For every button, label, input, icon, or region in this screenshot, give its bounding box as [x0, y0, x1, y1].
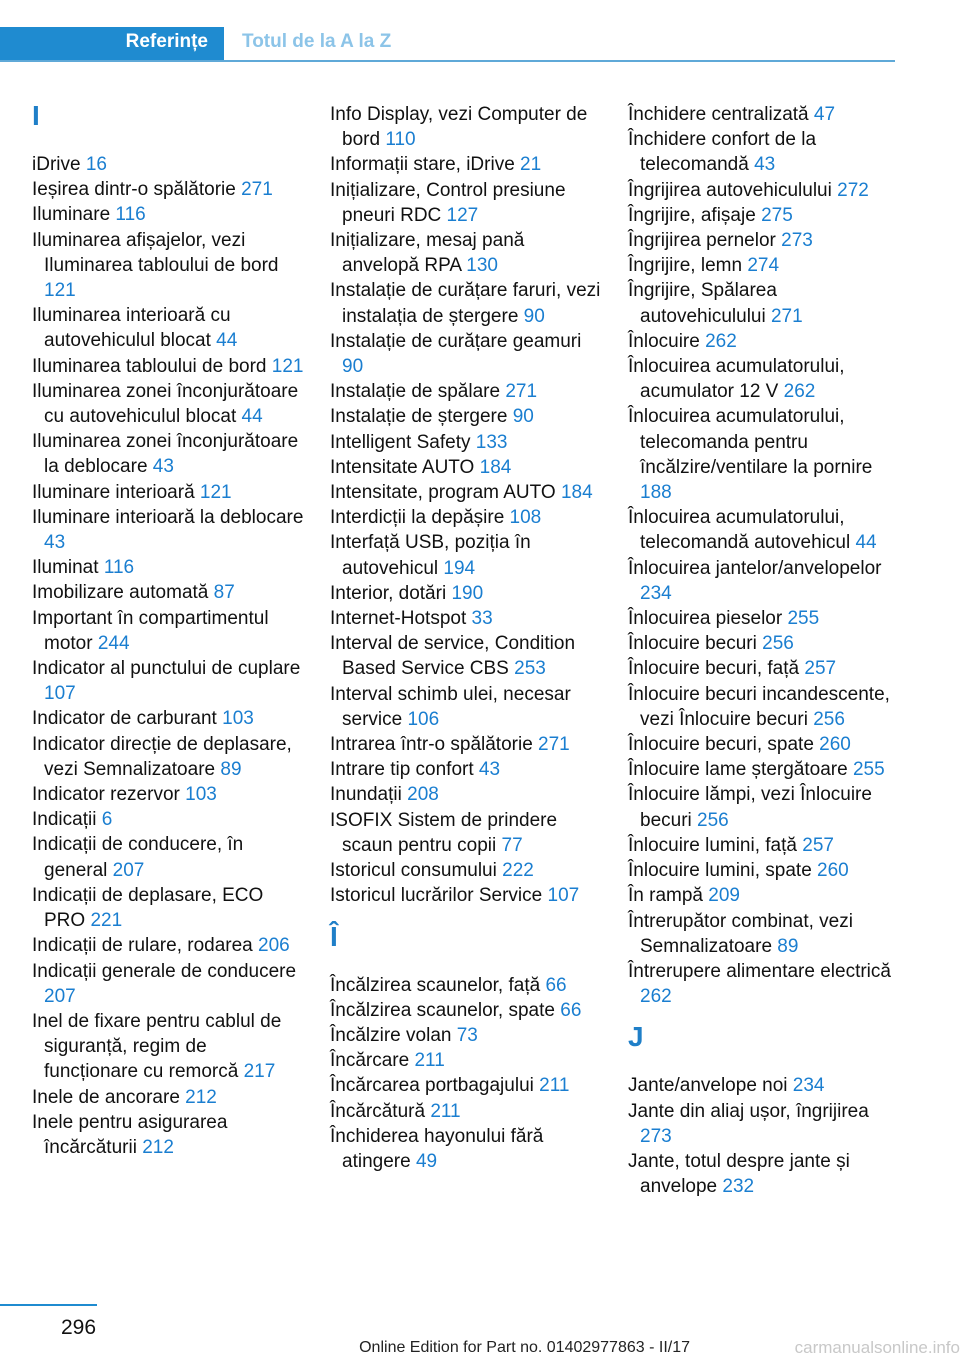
index-entry: [628, 505, 900, 555]
entry-page-link[interactable]: 262: [640, 986, 672, 1008]
entry-term: Înlocuirea pieselor: [628, 608, 788, 630]
entry-page-link[interactable]: 73: [456, 1024, 478, 1046]
tab-a-to-z[interactable]: Totul de la A la Z: [242, 31, 392, 52]
entry-page-link[interactable]: 89: [220, 758, 242, 780]
entry-page-link[interactable]: 90: [512, 406, 534, 428]
index-entry: [330, 1124, 602, 1174]
entry-page-link[interactable]: 107: [44, 683, 76, 705]
entry-term: Înlocuire lumini, față: [628, 834, 803, 856]
entry-term: Îngrijire, lemn: [628, 255, 748, 277]
entry-page-link[interactable]: 43: [478, 759, 501, 781]
index-entry: [628, 732, 900, 757]
entry-page-link[interactable]: 16: [85, 154, 107, 175]
index-entry: [628, 102, 900, 127]
entry-term: Întrerupător combinat, vezi Semnalizatoare: [628, 910, 853, 957]
index-entry: [628, 354, 900, 404]
entry-page-link[interactable]: 232: [722, 1176, 755, 1198]
entry-term: Încălzire volan: [330, 1024, 457, 1046]
index-entry: [628, 127, 900, 177]
index-entry: [32, 933, 304, 958]
entry-page-link[interactable]: 273: [640, 1125, 672, 1147]
entry-term: Intrarea într-o spălătorie: [330, 734, 539, 756]
entry-term: Inele de ancorare: [32, 1086, 186, 1108]
entry-page-link[interactable]: 121: [199, 481, 232, 503]
entry-page-link[interactable]: 234: [792, 1075, 825, 1097]
entry-page-link[interactable]: 130: [466, 255, 498, 277]
entry-term: Înlocuire: [628, 330, 706, 352]
entry-term: Interval schimb ulei, necesar service: [330, 683, 571, 730]
entry-term: Indicator direcție de deplasare, vezi Semnalizatoare: [32, 733, 292, 780]
entries-col1: [32, 152, 304, 1160]
entry-term: Inundații: [330, 784, 408, 806]
entry-page-link[interactable]: 211: [414, 1050, 445, 1072]
entry-term: Închiderea hayonului fără atingere: [330, 1125, 544, 1172]
entry-term: Inițializare, mesaj pană anvelopă RPA: [330, 230, 525, 277]
index-entry: [330, 808, 602, 858]
index-entry: [330, 152, 602, 177]
index-entry: [330, 102, 602, 152]
index-entry: [330, 757, 602, 782]
index-entry: [628, 682, 900, 732]
entry-page-link[interactable]: 77: [501, 834, 523, 856]
index-entry: [330, 455, 602, 480]
entry-page-link[interactable]: 256: [762, 633, 794, 655]
entries-col2b: [330, 973, 602, 1175]
entry-page-link[interactable]: 212: [142, 1136, 174, 1158]
entry-page-link[interactable]: 116: [115, 204, 146, 226]
index-entry: [330, 379, 602, 404]
section-letter-i: I: [32, 100, 40, 131]
entry-term: Intensitate AUTO: [330, 456, 480, 478]
index-entry: [32, 732, 304, 782]
index-entry: [628, 606, 900, 631]
index-entry: [330, 1099, 602, 1124]
tab-references[interactable]: [0, 27, 224, 61]
entry-term: Indicator rezervor: [32, 784, 186, 806]
entry-page-link[interactable]: 49: [415, 1150, 438, 1172]
entry-page-link[interactable]: 87: [213, 582, 235, 604]
index-entry: [330, 858, 602, 883]
entry-page-link[interactable]: 121: [44, 280, 76, 302]
index-entry: [330, 505, 602, 530]
entry-term: Îngrijire, afișaje: [628, 204, 762, 226]
index-entry: [330, 732, 602, 757]
entry-page-link[interactable]: 275: [761, 204, 793, 226]
index-entry: [330, 278, 602, 328]
entry-term: Închidere confort de la telecomandă: [628, 129, 817, 176]
entry-term: Interval de service, Condition Based Service CBS: [330, 633, 576, 680]
index-entry: [628, 178, 900, 203]
section-letter-i-circumflex: Î: [330, 920, 338, 952]
entry-page-link[interactable]: 217: [243, 1061, 276, 1083]
entry-term: Internet-Hotspot: [330, 608, 472, 630]
entry-term: ISOFIX Sistem de prindere scaun pentru copii: [330, 809, 558, 856]
entry-page-link[interactable]: 190: [451, 582, 484, 604]
entry-page-link[interactable]: 89: [777, 935, 799, 957]
entry-term: Înlocuirea acumulatorului, telecomandă autovehicul: [628, 507, 856, 554]
entry-page-link[interactable]: 262: [705, 330, 737, 352]
entry-term: Jante, totul despre jante și anvelope: [628, 1150, 850, 1198]
index-entry: [32, 580, 304, 605]
entry-page-link[interactable]: 103: [185, 784, 217, 806]
index-entry: [32, 832, 304, 882]
entry-term: Iluminare interioară: [32, 481, 200, 503]
entry-page-link[interactable]: 103: [222, 708, 254, 730]
entry-page-link[interactable]: 271: [538, 734, 570, 756]
entry-page-link[interactable]: 221: [90, 910, 123, 932]
index-entry: [32, 656, 304, 706]
top-header-bar: [0, 27, 895, 61]
entry-term: Interior, dotări: [330, 582, 452, 604]
entry-term: Istoricul lucrărilor Service: [330, 885, 548, 907]
entry-page-link[interactable]: 255: [852, 759, 885, 781]
entry-page-link[interactable]: 255: [787, 608, 820, 630]
entry-page-link[interactable]: 271: [505, 381, 538, 403]
index-column-2: [330, 102, 602, 1174]
index-entry: [32, 555, 304, 580]
entry-page-link[interactable]: 127: [446, 204, 479, 226]
entry-term: Înlocuire becuri incandescente, vezi Înlocuire becuri: [628, 683, 890, 730]
entry-page-link[interactable]: 257: [804, 658, 837, 680]
entry-term: Întrerupere alimentare electrică: [628, 960, 891, 982]
entry-term: Iluminarea interioară cu autovehiculul blocat: [32, 305, 231, 352]
entry-page-link[interactable]: 274: [747, 255, 780, 277]
index-entry: [628, 858, 900, 883]
index-entry: [628, 329, 900, 354]
entry-term: Înlocuire lumini, spate: [628, 860, 818, 882]
entry-page-link[interactable]: 121: [271, 355, 304, 377]
footer-divider: [0, 1304, 97, 1306]
index-entry: [32, 429, 304, 479]
entry-page-link[interactable]: 133: [475, 431, 508, 453]
entry-term: Îngrijirea pernelor: [628, 230, 782, 252]
entry-page-link[interactable]: 44: [216, 330, 238, 352]
index-entry: [32, 354, 304, 379]
index-entry: [628, 757, 900, 782]
index-entry: [32, 1110, 304, 1160]
index-entry: [628, 959, 900, 1009]
entry-term: Încărcare: [330, 1050, 415, 1072]
edition-text: Online Edition for Part no. 01402977863 - II/17: [359, 1339, 690, 1356]
index-entry: [628, 556, 900, 606]
index-entry: [628, 278, 900, 328]
entry-page-link[interactable]: 43: [754, 154, 776, 176]
index-entry: [32, 1009, 304, 1085]
entry-page-link[interactable]: 273: [781, 230, 813, 252]
index-entry: [628, 782, 900, 832]
entry-term: Indicații de rulare, rodarea: [32, 935, 259, 957]
entry-term: iDrive: [32, 154, 86, 175]
entry-term: Indicații: [32, 809, 102, 831]
entry-term: Iluminat: [32, 557, 104, 579]
entry-term: Iluminarea zonei înconjurătoare cu autovehiculul blocat: [32, 380, 299, 428]
entry-term: Înlocuirea acumulatorului, acumulator 12 V: [628, 356, 845, 403]
entries-col3b: [628, 1073, 900, 1199]
entry-term: Înlocuirea jantelor/anvelopelor: [628, 557, 882, 579]
entry-page-link[interactable]: 106: [407, 708, 440, 730]
entry-page-link[interactable]: 262: [783, 381, 816, 403]
index-entry: [628, 253, 900, 278]
entry-page-link[interactable]: 43: [152, 456, 174, 478]
entry-term: Interfață USB, poziția în autovehicul: [330, 532, 531, 579]
entry-term: Indicații generale de conducere: [32, 960, 297, 982]
entry-page-link[interactable]: 6: [101, 809, 113, 831]
entry-page-link[interactable]: 184: [479, 456, 512, 478]
page-number: 296: [61, 1316, 97, 1339]
entry-page-link[interactable]: 107: [547, 885, 580, 907]
entry-term: Ieșirea dintr-o spălătorie: [32, 179, 242, 201]
entry-page-link[interactable]: 188: [640, 482, 672, 504]
entry-page-link[interactable]: 260: [819, 734, 851, 756]
index-column-1: [32, 102, 304, 1160]
index-entry: [330, 682, 602, 732]
entry-term: Interdicții la depășire: [330, 507, 510, 529]
entry-term: Încălzirea scaunelor, față: [330, 974, 546, 996]
entry-term: Încălzirea scaunelor, spate: [330, 999, 561, 1021]
entry-term: Iluminarea tabloului de bord: [32, 355, 272, 377]
entry-page-link[interactable]: 271: [241, 179, 273, 201]
index-entry: [32, 228, 304, 304]
entry-page-link[interactable]: 90: [523, 305, 545, 327]
index-entry: [32, 152, 304, 177]
index-entry: [32, 303, 304, 353]
entry-term: Istoricul consumului: [330, 860, 503, 882]
index-entry: [32, 505, 304, 555]
entry-page-link[interactable]: 110: [385, 129, 416, 151]
entry-term: Încărcătură: [330, 1100, 431, 1122]
entry-page-link[interactable]: 116: [103, 557, 135, 579]
header-divider: [0, 60, 895, 62]
entry-term: Iluminare: [32, 204, 116, 226]
entry-page-link[interactable]: 260: [817, 860, 849, 882]
index-entry: [628, 1099, 900, 1149]
index-entry: [330, 782, 602, 807]
index-entry: [32, 1085, 304, 1110]
entry-page-link[interactable]: 194: [443, 557, 476, 579]
entry-term: Înlocuire becuri, spate: [628, 734, 820, 756]
entry-term: Înlocuirea acumulatorului, telecomanda pentru încălzire/ventilare la pornire: [628, 406, 873, 478]
entry-term: Iluminare interioară la deblocare: [32, 506, 304, 528]
entry-term: Înlocuire becuri, față: [628, 658, 805, 680]
entry-term: Încărcarea portbagajului: [330, 1075, 540, 1097]
entry-term: Jante/anvelope noi: [628, 1075, 793, 1097]
index-column-3: [628, 102, 900, 1199]
entry-term: Instalație de spălare: [330, 381, 506, 403]
entries-col3: [628, 102, 900, 1009]
entry-term: Îngrijire, Spălarea autovehiculului: [628, 280, 777, 327]
entry-page-link[interactable]: 66: [545, 974, 567, 996]
entry-page-link[interactable]: 211: [430, 1100, 461, 1122]
entry-term: Indicator al punctului de cuplare: [32, 658, 301, 680]
entry-term: Informații stare, iDrive: [330, 154, 521, 176]
index-entry: [330, 973, 602, 998]
entry-term: Iluminarea afișajelor, vezi Iluminarea tabloului de bord: [32, 229, 279, 276]
entry-page-link[interactable]: 222: [502, 860, 534, 882]
entry-term: Imobilizare automată: [32, 582, 214, 604]
entry-page-link[interactable]: 244: [97, 632, 130, 654]
entry-term: Iluminarea zonei înconjurătoare la deblocare: [32, 431, 299, 478]
index-entry: [330, 178, 602, 228]
entry-page-link[interactable]: 209: [708, 885, 740, 907]
entry-page-link[interactable]: 66: [560, 999, 582, 1021]
index-entry: [330, 581, 602, 606]
index-entry: [32, 480, 304, 505]
index-entry: [32, 706, 304, 731]
entry-term: Inele pentru asigurarea încărcăturii: [32, 1111, 228, 1158]
index-entry: [330, 404, 602, 429]
entry-page-link[interactable]: 108: [509, 507, 542, 529]
index-entry: [32, 177, 304, 202]
entry-page-link[interactable]: 271: [770, 305, 803, 327]
index-entry: [32, 202, 304, 227]
entry-page-link[interactable]: 211: [539, 1075, 570, 1097]
entry-page-link[interactable]: 206: [258, 935, 290, 957]
entry-term: Inel de fixare pentru cablul de siguranță, regim de funcționare cu remorcă: [32, 1010, 282, 1083]
index-entry: [628, 631, 900, 656]
index-entry: [32, 807, 304, 832]
entry-page-link[interactable]: 21: [520, 154, 542, 176]
entry-page-link[interactable]: 207: [112, 859, 145, 881]
index-entry: [628, 833, 900, 858]
entry-page-link[interactable]: 184: [560, 482, 593, 504]
index-entry: [330, 1048, 602, 1073]
entry-term: Indicații de deplasare, ECO PRO: [32, 884, 264, 932]
entry-term: Instalație de curățare faruri, vezi instalația de ștergere: [330, 280, 601, 327]
entry-page-link[interactable]: 44: [241, 406, 263, 428]
entry-page-link[interactable]: 207: [44, 985, 76, 1007]
index-entry: [628, 203, 900, 228]
entry-term: Instalație de ștergere: [330, 406, 513, 428]
entry-page-link[interactable]: 43: [44, 532, 66, 554]
entry-page-link[interactable]: 253: [514, 658, 546, 680]
index-entry: [330, 1023, 602, 1048]
entry-term: Intrare tip confort: [330, 759, 479, 781]
entry-page-link[interactable]: 234: [640, 582, 672, 604]
entry-term: Închidere centralizată: [628, 104, 814, 125]
entry-page-link[interactable]: 272: [837, 179, 869, 201]
index-entry: [32, 883, 304, 933]
index-entry: [330, 606, 602, 631]
entry-term: Indicator de carburant: [32, 708, 223, 730]
entry-page-link[interactable]: 256: [813, 708, 845, 730]
index-entry: [628, 883, 900, 908]
index-entry: [628, 228, 900, 253]
entry-page-link[interactable]: 47: [813, 104, 836, 125]
entry-page-link[interactable]: 33: [471, 608, 493, 630]
index-entry: [330, 1073, 602, 1098]
index-entry: [330, 530, 602, 580]
entry-term: Inițializare, Control presiune pneuri RDC: [330, 179, 566, 226]
entry-term: Intelligent Safety: [330, 431, 476, 453]
entry-term: În rampă: [628, 885, 709, 907]
watermark: carmanualsonline.info: [794, 1338, 960, 1357]
entry-term: Intensitate, program AUTO: [330, 482, 561, 504]
entry-page-link[interactable]: 256: [697, 809, 729, 831]
index-entry: [330, 329, 602, 379]
index-entry: [330, 631, 602, 681]
entry-term: Înlocuire lămpi, vezi Înlocuire becuri: [628, 784, 872, 831]
entry-term: Instalație de curățare geamuri: [330, 330, 582, 352]
index-entry: [628, 909, 900, 959]
entries-col2: [330, 102, 602, 909]
index-entry: [32, 606, 304, 656]
entry-page-link[interactable]: 90: [342, 356, 364, 378]
index-entry: [628, 404, 900, 505]
entry-term: Indicații de conducere, în general: [32, 834, 244, 881]
entry-term: Jante din aliaj ușor, îngrijirea: [628, 1100, 869, 1122]
entry-term: Important în compartimentul motor: [32, 607, 269, 654]
index-entry: [330, 228, 602, 278]
index-entry: [330, 480, 602, 505]
index-entry: [330, 998, 602, 1023]
entry-page-link[interactable]: 208: [407, 784, 439, 806]
index-entry: [32, 379, 304, 429]
entry-term: Înlocuire becuri: [628, 633, 763, 655]
index-entry: [628, 1073, 900, 1098]
index-entry: [32, 782, 304, 807]
index-entry: [330, 883, 602, 908]
entry-page-link[interactable]: 44: [855, 532, 877, 554]
index-entry: [628, 1149, 900, 1199]
entry-term: Îngrijirea autovehiculului: [628, 179, 838, 201]
entry-page-link[interactable]: 212: [185, 1086, 217, 1108]
section-letter-j: J: [628, 1021, 644, 1053]
entry-page-link[interactable]: 257: [802, 834, 834, 856]
index-entry: [32, 959, 304, 1009]
tab-references-label: Referințe: [125, 31, 208, 52]
entry-term: Info Display, vezi Computer de bord: [330, 104, 588, 151]
index-entry: [330, 430, 602, 455]
index-entry: [628, 656, 900, 681]
entry-term: Înlocuire lame ștergătoare: [628, 759, 853, 781]
